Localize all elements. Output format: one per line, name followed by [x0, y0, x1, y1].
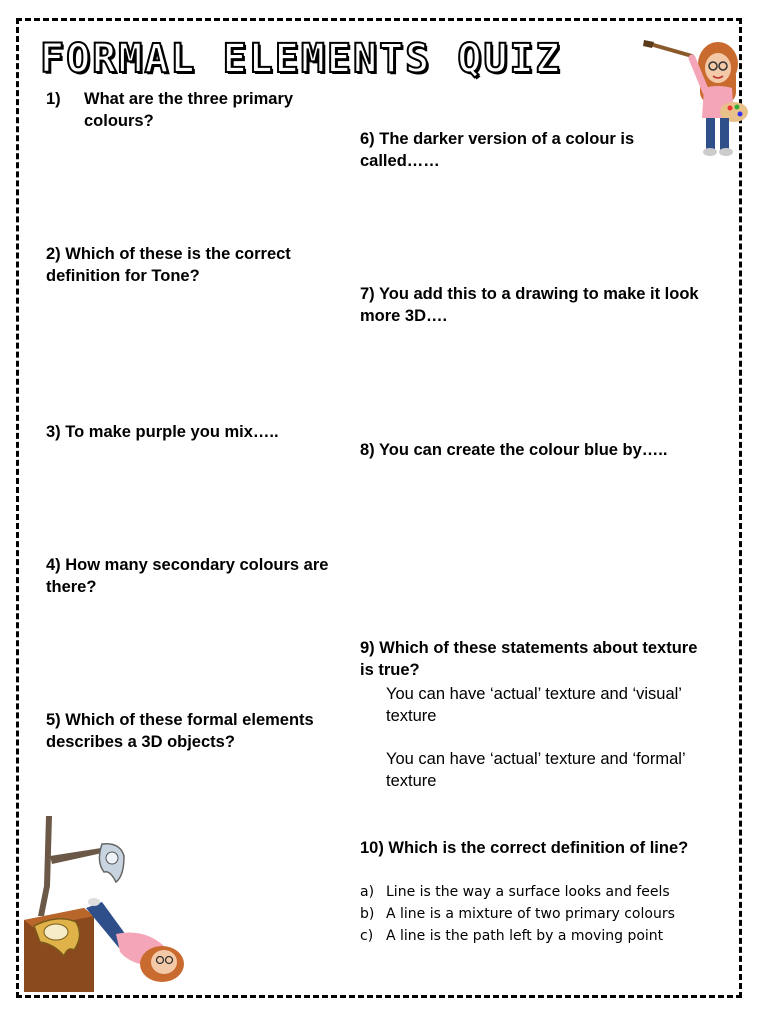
question-1-text: What are the three primary colours? [84, 90, 294, 130]
question-10-options [360, 881, 720, 947]
question-4: 4) How many secondary colours are there? [46, 556, 329, 596]
page-title: FORMAL ELEMENTS QUIZ [40, 36, 562, 82]
melting-clock-avatar-icon [24, 816, 194, 992]
option-text: A line is a mixture of two primary colours [386, 906, 675, 922]
question-6: 6) The darker version of a colour is called…… [360, 130, 635, 170]
option-text: A line is the path left by a moving point [386, 928, 664, 944]
question-7: 7) You add this to a drawing to make it look more 3D…. [360, 285, 699, 325]
question-3: 3) To make purple you mix….. [46, 423, 279, 441]
question-9-option-1: You can have ‘actual’ texture and ‘visual’ texture [386, 685, 682, 725]
option-letter: a) [360, 884, 375, 900]
option-letter: b) [360, 906, 375, 922]
question-8: 8) You can create the colour blue by….. [360, 441, 668, 459]
question-2: 2) Which of these is the correct definition for Tone? [46, 245, 291, 285]
question-5: 5) Which of these formal elements describes a 3D objects? [46, 711, 314, 751]
question-9: 9) Which of these statements about texture is true? [360, 639, 698, 679]
artist-avatar-icon [640, 36, 750, 160]
question-1 [46, 88, 346, 132]
question-10-option-a [360, 881, 720, 903]
option-letter: c) [360, 928, 374, 944]
question-10-option-c [360, 925, 720, 947]
question-10-option-b [360, 903, 720, 925]
question-1-number: 1) [46, 90, 61, 108]
question-9-option-2: You can have ‘actual’ texture and ‘formal’ texture [386, 750, 686, 790]
option-text: Line is the way a surface looks and feels [386, 884, 670, 900]
question-10: 10) Which is the correct definition of line? [360, 839, 689, 857]
